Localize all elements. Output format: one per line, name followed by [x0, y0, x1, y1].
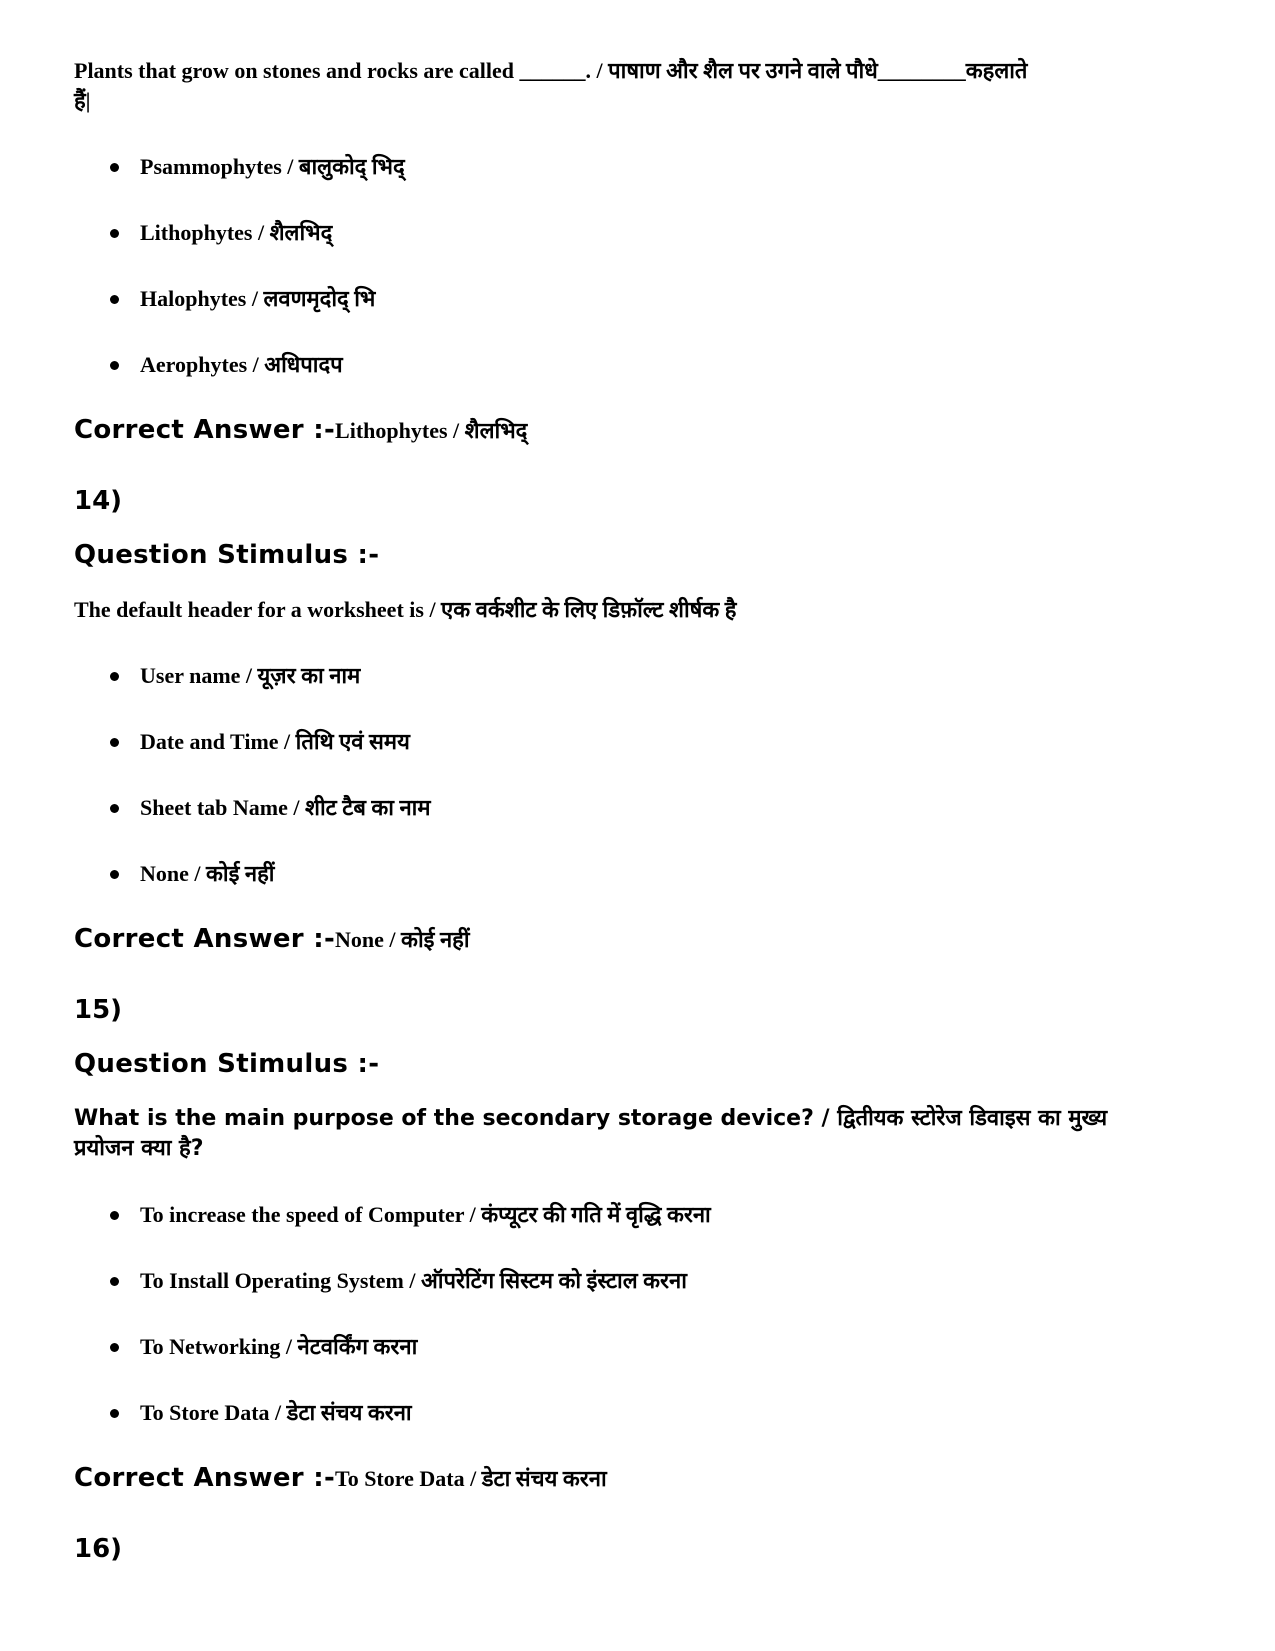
correct-answer — [74, 414, 1214, 447]
option-item — [74, 1200, 1214, 1266]
question-15-stimulus: What is the main purpose of the secondary storage device? / द्वितीयक स्टोरेज डिवाइस का मुख्य प्रयोजन क्या है? — [74, 1106, 1108, 1161]
option-item — [74, 793, 1214, 859]
option-text: Psammophytes / बालुकोद् भिद् — [140, 154, 405, 179]
option-item — [74, 218, 1214, 284]
bullet-icon — [110, 804, 119, 813]
question-15-options — [74, 1200, 1214, 1464]
correct-answer-value: None / कोई नहीं — [335, 927, 470, 952]
option-text: Aerophytes / अधिपादप — [140, 352, 343, 377]
question-stimulus-label: Question Stimulus :- — [74, 1049, 380, 1079]
question-13-options — [74, 152, 1214, 416]
bullet-icon — [110, 1409, 119, 1418]
bullet-icon — [110, 1211, 119, 1220]
question-paper-page — [74, 56, 1214, 1587]
option-item — [74, 661, 1214, 727]
option-text: Halophytes / लवणमृदोद् भि — [140, 286, 376, 311]
question-13 — [74, 56, 1214, 447]
option-item — [74, 284, 1214, 350]
option-text: User name / यूज़र का नाम — [140, 663, 361, 688]
option-item — [74, 1332, 1214, 1398]
question-number: 15) — [74, 995, 123, 1025]
option-text: Date and Time / तिथि एवं समय — [140, 729, 410, 754]
option-text: To Store Data / डेटा संचय करना — [140, 1400, 412, 1425]
bullet-icon — [110, 1343, 119, 1352]
question-number: 16) — [74, 1534, 123, 1564]
bullet-icon — [110, 361, 119, 370]
bullet-icon — [110, 229, 119, 238]
option-text: Sheet tab Name / शीट टैब का नाम — [140, 795, 431, 820]
question-stimulus-label: Question Stimulus :- — [74, 540, 380, 570]
option-item — [74, 152, 1214, 218]
option-item — [74, 1398, 1214, 1464]
option-text: None / कोई नहीं — [140, 861, 275, 886]
bullet-icon — [110, 295, 119, 304]
question-15 — [74, 994, 1214, 1495]
option-item — [74, 350, 1214, 416]
question-16 — [74, 1533, 1214, 1565]
question-14 — [74, 485, 1214, 956]
question-13-stimulus: Plants that grow on stones and rocks are called ______. / पाषाण और शैल पर उगने वाले पौधे________कहलाते हैं| — [74, 58, 1028, 113]
bullet-icon — [110, 163, 119, 172]
option-item — [74, 859, 1214, 925]
option-text: Lithophytes / शैलभिद् — [140, 220, 333, 245]
option-text: To Install Operating System / ऑपरेटिंग सिस्टम को इंस्टाल करना — [140, 1268, 687, 1293]
correct-answer-value: Lithophytes / शैलभिद् — [335, 418, 528, 443]
question-14-stimulus: The default header for a worksheet is / एक वर्कशीट के लिए डिफ़ॉल्ट शीर्षक है — [74, 597, 737, 622]
bullet-icon — [110, 870, 119, 879]
correct-answer — [74, 923, 1214, 956]
option-text: To increase the speed of Computer / कंप्यूटर की गति में वृद्धि करना — [140, 1202, 711, 1227]
option-text: To Networking / नेटवर्किंग करना — [140, 1334, 418, 1359]
correct-answer-value: To Store Data / डेटा संचय करना — [335, 1466, 607, 1491]
option-item — [74, 1266, 1214, 1332]
correct-answer-label: Correct Answer :- — [74, 415, 336, 445]
correct-answer — [74, 1462, 1214, 1495]
option-item — [74, 727, 1214, 793]
correct-answer-label: Correct Answer :- — [74, 1463, 336, 1493]
question-14-options — [74, 661, 1214, 925]
question-number: 14) — [74, 486, 123, 516]
correct-answer-label: Correct Answer :- — [74, 924, 336, 954]
bullet-icon — [110, 738, 119, 747]
bullet-icon — [110, 672, 119, 681]
bullet-icon — [110, 1277, 119, 1286]
